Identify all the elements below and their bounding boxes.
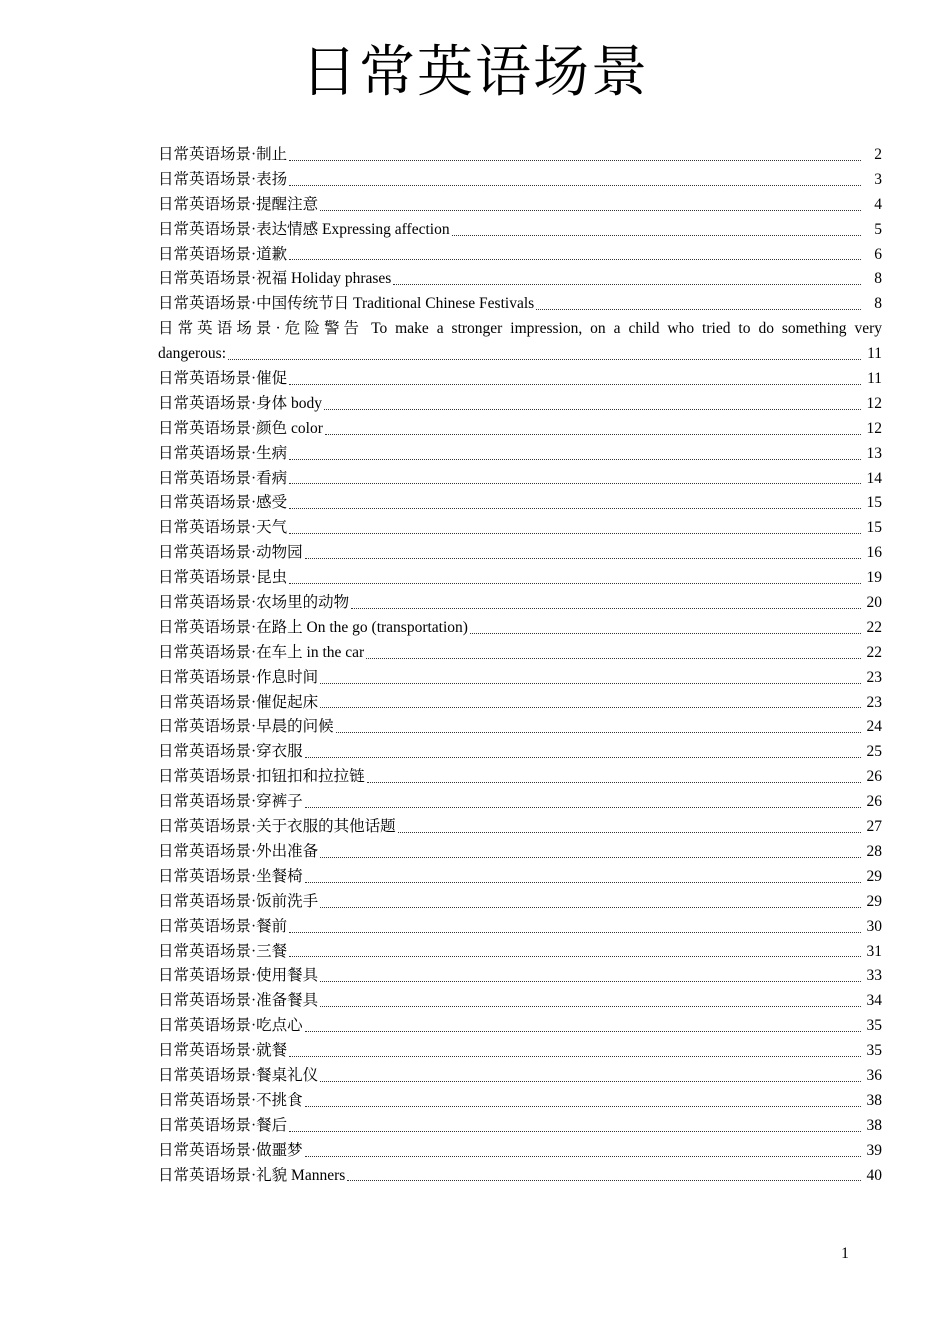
toc-entry[interactable] <box>158 1139 882 1164</box>
toc-entry[interactable] <box>158 1039 882 1064</box>
toc-entry[interactable] <box>158 641 882 666</box>
toc-entry-label: 日常英语场景·制止 <box>158 146 288 163</box>
toc-entry-label: 日常英语场景·催促 <box>158 370 288 388</box>
toc-entry-page: 40 <box>866 1166 882 1184</box>
toc-entry-page: 38 <box>866 1116 882 1134</box>
toc-dot-leader <box>289 1130 861 1132</box>
toc-dot-leader <box>393 283 861 285</box>
toc-entry-label: 日常英语场景·穿衣服 <box>158 743 303 761</box>
toc-entry-page: 23 <box>866 693 882 711</box>
toc-entry-label: 日常英语场景·看病 <box>158 469 288 487</box>
toc-entry-label: 日常英语场景·餐桌礼仪 <box>158 1066 319 1084</box>
toc-entry-label: 日常英语场景·身体 body <box>158 394 323 412</box>
toc-entry-page: 16 <box>866 544 882 562</box>
toc-entry-label: 日常英语场景·使用餐具 <box>158 967 319 985</box>
toc-entry[interactable] <box>158 1164 882 1189</box>
toc-entry-label: 日常英语场景·餐前 <box>158 917 288 935</box>
toc-dot-leader <box>367 781 861 783</box>
toc-dot-leader <box>351 607 861 609</box>
toc-dot-leader <box>289 159 861 161</box>
toc-entry-label: 日常英语场景·颜色 color <box>158 419 323 437</box>
toc-entry[interactable] <box>158 591 882 616</box>
toc-entry[interactable] <box>158 566 882 591</box>
toc-entry-page: 2 <box>874 146 882 163</box>
toc-entry-page: 26 <box>866 768 882 786</box>
toc-dot-leader <box>289 258 861 260</box>
toc-dot-leader <box>228 358 861 360</box>
toc-entry[interactable] <box>158 193 882 218</box>
toc-entry[interactable] <box>158 815 882 840</box>
toc-entry-label: 日常英语场景·准备餐具 <box>158 992 319 1010</box>
toc-entry-page: 31 <box>866 942 882 960</box>
toc-dot-leader <box>398 831 861 833</box>
toc-entry-page: 23 <box>866 668 882 686</box>
toc-entry-label: 日常英语场景·动物园 <box>158 544 303 562</box>
toc-entry-label-line1[interactable]: 日常英语场景·危险警告 To make a stronger impression, on a child who tried to do something very <box>158 320 882 338</box>
toc-entry-label: 日常英语场景·天气 <box>158 519 288 537</box>
toc-entry-label: 日常英语场景·穿裤子 <box>158 793 303 811</box>
toc-entry-page: 20 <box>866 594 882 612</box>
table-of-contents <box>158 143 882 1188</box>
toc-dot-leader <box>289 482 861 484</box>
toc-entry[interactable] <box>158 865 882 890</box>
toc-entry-label: 日常英语场景·表扬 <box>158 170 288 188</box>
toc-entry[interactable] <box>158 840 882 865</box>
toc-entry-page: 38 <box>866 1091 882 1109</box>
toc-entry[interactable] <box>158 765 882 790</box>
toc-entry-page: 11 <box>867 370 882 388</box>
toc-entry[interactable] <box>158 292 882 317</box>
toc-dot-leader <box>305 557 861 559</box>
toc-dot-leader <box>289 1055 861 1057</box>
toc-entry-page: 25 <box>866 743 882 761</box>
toc-entry-label: 日常英语场景·做噩梦 <box>158 1141 303 1159</box>
toc-entry-label: 日常英语场景·催促起床 <box>158 693 319 711</box>
toc-entry-page: 5 <box>874 220 882 238</box>
toc-entry-label: 日常英语场景·早晨的问候 <box>158 718 334 736</box>
toc-entry[interactable] <box>158 915 882 940</box>
toc-entry-page: 6 <box>874 245 882 263</box>
toc-entry[interactable] <box>158 964 882 989</box>
toc-entry[interactable] <box>158 1089 882 1114</box>
toc-entry-label: 日常英语场景·在路上 On the go (transportation) <box>158 618 468 636</box>
toc-entry-page: 12 <box>866 394 882 412</box>
toc-dot-leader <box>320 980 861 982</box>
toc-dot-leader <box>347 1179 861 1181</box>
toc-dot-leader <box>324 408 861 410</box>
toc-entry-label: 日常英语场景·中国传统节日 Traditional Chinese Festivals <box>158 295 535 313</box>
toc-dot-leader <box>452 234 861 236</box>
toc-dot-leader <box>305 1030 861 1032</box>
toc-entry-label: 日常英语场景·坐餐椅 <box>158 867 303 885</box>
toc-entry-page: 4 <box>874 195 882 213</box>
toc-dot-leader <box>336 731 861 733</box>
toc-entry-page: 22 <box>866 618 882 636</box>
toc-entry[interactable] <box>158 143 882 168</box>
toc-entry[interactable] <box>158 516 882 541</box>
document-title: 日常英语场景 <box>301 42 649 104</box>
toc-entry[interactable] <box>158 367 882 392</box>
toc-entry-label: 日常英语场景·在车上 in the car <box>158 643 365 661</box>
toc-entry-label: 日常英语场景·农场里的动物 <box>158 594 350 612</box>
toc-entry[interactable] <box>158 790 882 815</box>
toc-entry-label: dangerous: <box>158 345 227 363</box>
toc-entry-label: 日常英语场景·三餐 <box>158 942 288 960</box>
toc-entry-label: 日常英语场景·礼貌 Manners <box>158 1166 346 1184</box>
toc-entry-label: 日常英语场景·关于衣服的其他话题 <box>158 818 396 836</box>
toc-dot-leader <box>320 856 861 858</box>
toc-entry[interactable] <box>158 243 882 268</box>
toc-dot-leader <box>305 806 861 808</box>
toc-entry-page: 27 <box>866 818 882 836</box>
toc-entry-page: 15 <box>866 494 882 512</box>
toc-dot-leader <box>289 532 861 534</box>
toc-entry-label: 日常英语场景·作息时间 <box>158 668 319 686</box>
toc-entry[interactable] <box>158 442 882 467</box>
toc-entry-page: 30 <box>866 917 882 935</box>
toc-dot-leader <box>470 632 861 634</box>
toc-dot-leader <box>289 184 861 186</box>
toc-entry[interactable] <box>158 267 882 292</box>
toc-entry[interactable] <box>158 1064 882 1089</box>
page-number: 1 <box>841 1245 849 1262</box>
toc-entry[interactable] <box>158 218 882 243</box>
toc-entry-page: 28 <box>866 842 882 860</box>
toc-entry-label: 日常英语场景·感受 <box>158 494 288 512</box>
toc-dot-leader <box>289 458 861 460</box>
toc-dot-leader <box>320 906 861 908</box>
toc-entry-page: 8 <box>874 295 882 313</box>
toc-entry-label: 日常英语场景·饭前洗手 <box>158 892 319 910</box>
toc-entry-page: 26 <box>866 793 882 811</box>
toc-entry-label: 日常英语场景·提醒注意 <box>158 195 319 213</box>
toc-entry-page: 22 <box>866 643 882 661</box>
toc-entry[interactable] <box>158 467 882 492</box>
toc-dot-leader <box>320 209 861 211</box>
toc-dot-leader <box>320 706 861 708</box>
toc-entry-label: 日常英语场景·表达情感 Expressing affection <box>158 220 450 238</box>
toc-entry-page: 24 <box>866 718 882 736</box>
toc-dot-leader <box>366 657 861 659</box>
toc-entry[interactable] <box>158 392 882 417</box>
toc-entry[interactable] <box>158 417 882 442</box>
toc-entry-page: 11 <box>867 345 882 363</box>
toc-dot-leader <box>320 1005 861 1007</box>
toc-entry[interactable] <box>158 666 882 691</box>
toc-dot-leader <box>289 955 861 957</box>
toc-dot-leader <box>305 1155 861 1157</box>
toc-entry[interactable] <box>158 691 882 716</box>
toc-entry-label: 日常英语场景·餐后 <box>158 1116 288 1134</box>
toc-entry[interactable] <box>158 541 882 566</box>
toc-entry-label: 日常英语场景·祝福 Holiday phrases <box>158 270 392 288</box>
toc-entry-label: 日常英语场景·道歉 <box>158 245 288 263</box>
toc-entry-page: 12 <box>866 419 882 437</box>
toc-entry-label: 日常英语场景·不挑食 <box>158 1091 303 1109</box>
toc-entry-page: 13 <box>866 444 882 462</box>
toc-entry-page: 36 <box>866 1066 882 1084</box>
toc-entry[interactable] <box>158 616 882 641</box>
toc-dot-leader <box>289 931 861 933</box>
toc-dot-leader <box>305 881 861 883</box>
toc-entry-label: 日常英语场景·昆虫 <box>158 569 288 587</box>
toc-entry-page: 33 <box>866 967 882 985</box>
toc-entry[interactable] <box>158 940 882 965</box>
toc-entry[interactable] <box>158 989 882 1014</box>
toc-entry-label: 日常英语场景·外出准备 <box>158 842 319 860</box>
toc-dot-leader <box>320 1080 861 1082</box>
toc-entry-page: 39 <box>866 1141 882 1159</box>
toc-entry-label: 日常英语场景·吃点心 <box>158 1017 303 1035</box>
toc-dot-leader <box>536 308 861 310</box>
toc-entry[interactable] <box>158 740 882 765</box>
toc-dot-leader <box>325 433 861 435</box>
toc-entry-page: 29 <box>866 892 882 910</box>
toc-dot-leader <box>289 383 861 385</box>
toc-entry-page: 8 <box>874 270 882 288</box>
toc-dot-leader <box>289 507 861 509</box>
toc-entry[interactable] <box>158 890 882 915</box>
toc-entry-page: 34 <box>866 992 882 1010</box>
toc-dot-leader <box>305 1105 861 1107</box>
toc-dot-leader <box>305 756 861 758</box>
toc-dot-leader <box>289 582 861 584</box>
toc-entry-page: 35 <box>866 1042 882 1060</box>
toc-entry-page: 15 <box>866 519 882 537</box>
toc-dot-leader <box>320 682 861 684</box>
toc-entry[interactable] <box>158 715 882 740</box>
toc-entry-label: 日常英语场景·就餐 <box>158 1042 288 1060</box>
toc-entry-page: 35 <box>866 1017 882 1035</box>
toc-entry-label: 日常英语场景·生病 <box>158 444 288 462</box>
toc-entry[interactable] <box>158 491 882 516</box>
toc-entry[interactable] <box>158 168 882 193</box>
toc-entry[interactable] <box>158 342 882 367</box>
toc-entry-page: 19 <box>866 569 882 587</box>
toc-entry-label: 日常英语场景·扣钮扣和拉拉链 <box>158 768 365 786</box>
toc-entry-page: 14 <box>866 469 882 487</box>
toc-entry-page: 3 <box>874 170 882 188</box>
toc-entry-page: 29 <box>866 867 882 885</box>
toc-entry[interactable] <box>158 1014 882 1039</box>
toc-entry[interactable] <box>158 1114 882 1139</box>
